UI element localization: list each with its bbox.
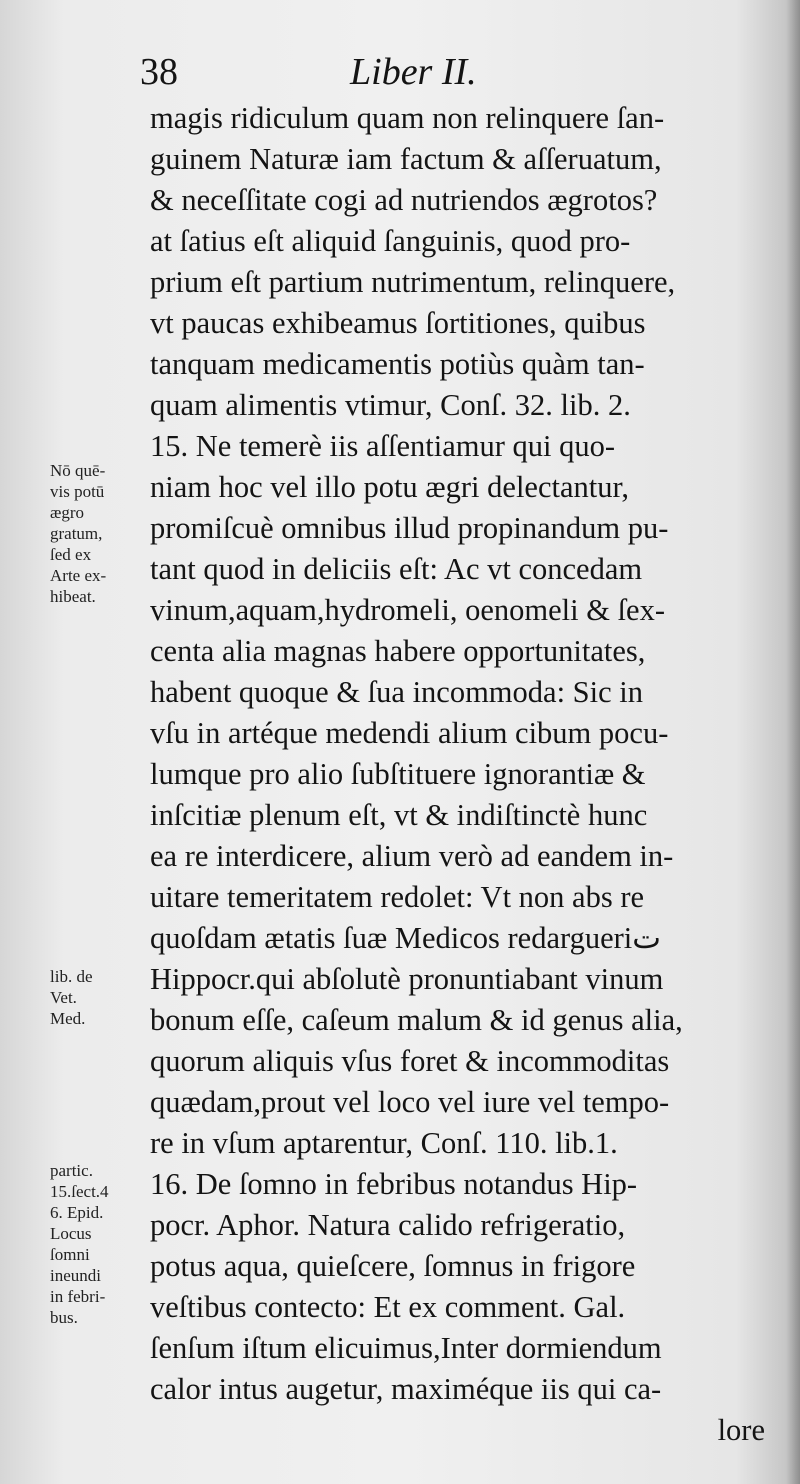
text-line: re in vſum aptarentur, Conſ. 110. lib.1.: [150, 1126, 618, 1160]
text-line: uitare temeritatem redolet: Vt non abs re: [150, 880, 645, 914]
text-line: quoſdam ætatis ſuæ Medicos redargueriت: [150, 921, 661, 955]
text-line: niam hoc vel illo potu ægri delectantur,: [150, 470, 630, 504]
text-line: centa alia magnas habere opportunitates,: [150, 634, 646, 668]
margin-note-somnus: [50, 1160, 150, 1328]
running-head: Liber II.: [350, 51, 477, 93]
text-line: potus aqua, quieſcere, ſomnus in frigore: [150, 1249, 636, 1283]
margin-note-line: Nō quē-: [50, 461, 106, 480]
text-line: at ſatius eſt aliquid ſanguinis, quod pro-: [150, 224, 631, 258]
page-edge-shadow: [786, 0, 800, 1484]
text-line: 15. Ne temerè iis aſſentiamur qui quo-: [150, 429, 615, 463]
text-line: vt paucas exhibeamus ſortitiones, quibus: [150, 306, 646, 340]
margin-note-line: gratum,: [50, 524, 103, 543]
margin-note-line: ægro: [50, 503, 84, 522]
text-line-catchword: lore: [717, 1413, 765, 1447]
text-line: guinem Naturæ iam factum & aſſeruatum,: [150, 142, 662, 176]
margin-note-reference: [50, 966, 150, 1029]
margin-note-line: partic.: [50, 1161, 93, 1180]
text-line: & neceſſitate cogi ad nutriendos ægrotos?: [150, 183, 658, 217]
text-line: prium eſt partium nutrimentum, relinquere,: [150, 265, 676, 299]
margin-note-line: 6. Epid.: [50, 1203, 104, 1222]
margin-note-line: Vet.: [50, 988, 77, 1007]
margin-note-line: 15.ſect.4: [50, 1182, 109, 1201]
text-line: veſtibus contecto: Et ex comment. Gal.: [150, 1290, 626, 1324]
margin-note-line: lib. de: [50, 967, 93, 986]
margin-note-line: vis potū: [50, 482, 105, 501]
margin-note-line: ſed ex: [50, 545, 92, 564]
margin-note-line: ineundi: [50, 1266, 101, 1285]
text-line: promiſcuè omnibus illud propinandum pu-: [150, 511, 669, 545]
text-line: magis ridiculum quam non relinquere ſan-: [150, 101, 665, 135]
text-line: quorum aliquis vſus foret & incommoditas: [150, 1044, 670, 1078]
text-line: bonum eſſe, caſeum malum & id genus alia,: [150, 1003, 683, 1037]
margin-note-line: ſomni: [50, 1245, 90, 1264]
margin-note-line: in febri-: [50, 1287, 106, 1306]
text-line: habent quoque & ſua incommoda: Sic in: [150, 675, 643, 709]
text-line: 16. De ſomno in febribus notandus Hip-: [150, 1167, 638, 1201]
text-line: ſenſum iſtum elicuimus,Inter dormiendum: [150, 1331, 662, 1365]
text-line: vinum,aquam,hydromeli, oenomeli & ſex-: [150, 593, 666, 627]
text-line: ea re interdicere, alium verò ad eandem in-: [150, 839, 674, 873]
text-line: Hippocr.qui abſolutè pronuntiabant vinum: [150, 962, 664, 996]
text-line: tant quod in deliciis eſt: Ac vt concedam: [150, 552, 643, 586]
margin-note-line: Locus: [50, 1224, 92, 1243]
text-line: lumque pro alio ſubſtituere ignorantiæ &: [150, 757, 646, 791]
text-line: quam alimentis vtimur, Conſ. 32. lib. 2.: [150, 388, 631, 422]
text-line: vſu in artéque medendi alium cibum pocu-: [150, 716, 669, 750]
margin-note-line: Arte ex-: [50, 566, 107, 585]
margin-note-line: hibeat.: [50, 587, 96, 606]
margin-note-line: Med.: [50, 1009, 86, 1028]
text-line: quædam,prout vel loco vel iure vel tempo-: [150, 1085, 670, 1119]
text-line: inſcitiæ plenum eſt, vt & indiſtinctè hunc: [150, 798, 648, 832]
text-line: tanquam medicamentis potiùs quàm tan-: [150, 347, 645, 381]
text-line: calor intus augetur, maximéque iis qui ca-: [150, 1372, 662, 1406]
margin-note-line: bus.: [50, 1308, 78, 1327]
body-text: [150, 98, 765, 1451]
margin-note-potus: [50, 460, 150, 607]
page-number: 38: [140, 51, 178, 93]
text-line: pocr. Aphor. Natura calido refrigeratio,: [150, 1208, 626, 1242]
page-header: [0, 50, 800, 96]
